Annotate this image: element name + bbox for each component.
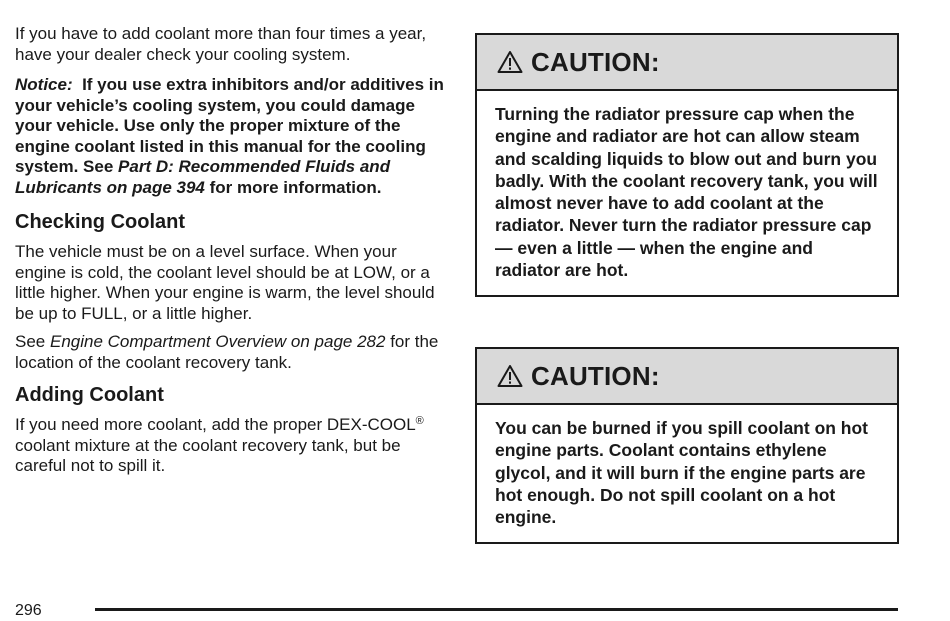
- see-reference-paragraph: [15, 332, 445, 373]
- caution-box-spill-coolant: [475, 347, 899, 544]
- warning-triangle-icon: [497, 50, 523, 74]
- caution-body: You can be burned if you spill coolant on hot engine parts. Coolant contains ethylene glycol, and it will burn if the engine parts are hot enough. Do not spill coolant on a hot engine.: [495, 418, 869, 528]
- caution-title: CAUTION:: [531, 360, 660, 391]
- caution-box-radiator-cap: [475, 33, 899, 297]
- warning-triangle-icon: [497, 364, 523, 388]
- caution-header: [477, 35, 897, 91]
- adding-body-start: If you need more coolant, add the proper DEX-COOL: [15, 415, 416, 434]
- caution-header: [477, 349, 897, 405]
- caution-body: Turning the radiator pressure cap when the engine and radiator are hot can allow steam and scalding liquids to blow out and burn you badly. With the coolant recovery tank, you will almost never have to add coolant at the radiator. Never turn the radiator pressure cap — even a little — when the engine and radiator are hot.: [495, 104, 878, 281]
- intro-paragraph: If you have to add coolant more than four times a year, have your dealer check your cooling system.: [15, 24, 427, 64]
- notice-reference: Part D: Recommended Fluids and Lubricants on page 394: [15, 157, 391, 197]
- notice-tail: for more information.: [209, 177, 382, 197]
- see-suffix: for the location of the coolant recovery tank.: [15, 332, 439, 372]
- see-reference: Engine Compartment Overview on page 282: [49, 332, 386, 351]
- page-number: 296: [15, 602, 42, 619]
- adding-coolant-body: [15, 415, 445, 477]
- see-prefix: See: [15, 332, 46, 351]
- caution-title: CAUTION:: [531, 46, 660, 77]
- notice-text: If you use extra inhibitors and/or additives in your vehicle’s cooling system, you could damage your vehicle. Use only the proper mixture of the engine coolant listed in this manual for the cooling system. See: [15, 75, 444, 176]
- notice-paragraph: [15, 75, 445, 198]
- checking-coolant-body: The vehicle must be on a level surface. When your engine is cold, the coolant level should be at LOW, or a little higher. When your engine is warm, the level should be up to FULL, or a little higher.: [15, 242, 435, 323]
- adding-coolant-heading: Adding Coolant: [15, 384, 164, 406]
- registered-mark: ®: [415, 415, 424, 427]
- footer-divider: [95, 608, 898, 611]
- left-column: [15, 24, 445, 485]
- notice-label: Notice:: [15, 75, 73, 94]
- checking-coolant-heading: Checking Coolant: [15, 211, 186, 233]
- adding-body-end: coolant mixture at the coolant recovery tank, but be careful not to spill it.: [15, 435, 401, 475]
